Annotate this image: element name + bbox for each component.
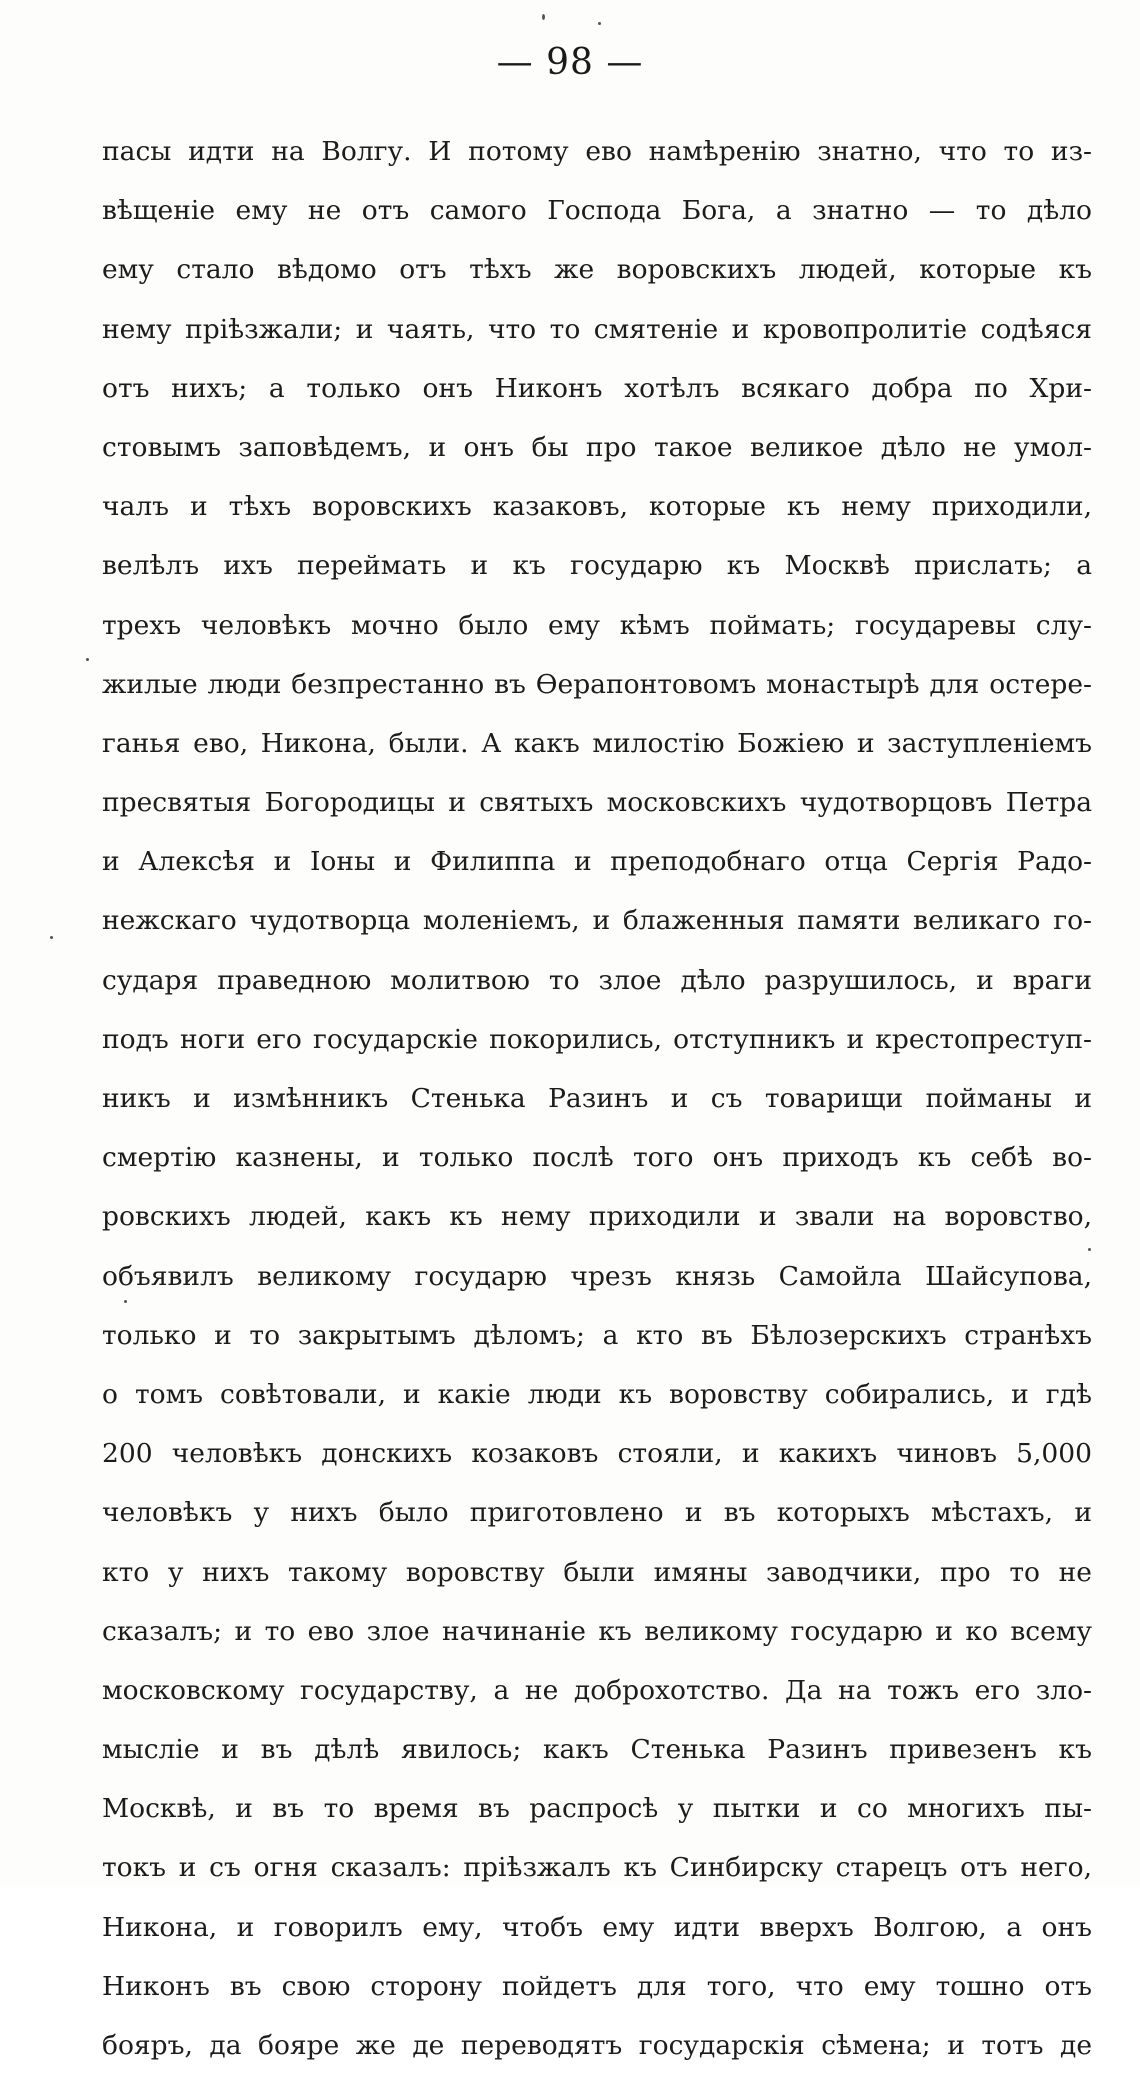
ink-speck (598, 22, 601, 25)
text-line: чалъ и тѣхъ воровскихъ казаковъ, которые къ нему приходили, (102, 491, 1092, 523)
text-line: кто у нихъ такому воровству были имяны заводчики, про то не (102, 1556, 1092, 1588)
text-line: человѣкъ у нихъ было приготовлено и въ которыхъ мѣстахъ, и (102, 1497, 1092, 1529)
text-line: и Алексѣя и Іоны и Филиппа и преподобнаго отца Сергія Радо- (102, 846, 1092, 878)
text-line: сударя праведною молитвою то злое дѣло разрушилось, и враги (102, 964, 1092, 996)
ink-speck (50, 936, 53, 939)
text-line: ровскихъ людей, какъ къ нему приходили и звали на воровство, (102, 1201, 1092, 1233)
text-line: о томъ совѣтовали, и какіе люди къ воровству собирались, и гдѣ (102, 1378, 1092, 1410)
text-line: сказалъ; и то ево злое начинаніе къ великому государю и ко всему (102, 1615, 1092, 1647)
text-line: бояръ, да бояре же де переводятъ государскія сѣмена; и тотъ де (102, 2030, 1092, 2061)
text-line: Никонъ въ свою сторону пойдетъ для того, что ему тошно отъ (102, 1970, 1092, 2002)
text-line: токъ и съ огня сказалъ: пріѣзжалъ къ Синбирску старецъ отъ него, (102, 1852, 1092, 1884)
body-text (102, 122, 1092, 2075)
ink-speck (86, 658, 89, 661)
text-line: Москвѣ, и въ то время въ распросѣ у пытки и со многихъ пы- (102, 1793, 1092, 1825)
text-line: ему стало вѣдомо отъ тѣхъ же воровскихъ людей, которые къ (102, 254, 1092, 286)
text-line: 200 человѣкъ донскихъ козаковъ стояли, и какихъ чиновъ 5,000 (102, 1438, 1092, 1470)
text-line: пресвятыя Богородицы и святыхъ московскихъ чудотворцовъ Петра (102, 787, 1092, 819)
text-line: нему пріѣзжали; и чаять, что то смятеніе и кровопролитіе содѣяся (102, 313, 1092, 345)
text-line: жилые люди безпрестанно въ Ѳерапонтовомъ монастырѣ для остере- (102, 668, 1092, 700)
text-line: стовымъ заповѣдемъ, и онъ бы про такое великое дѣло не умол- (102, 431, 1092, 463)
text-line: Никона, и говорилъ ему, чтобъ ему идти вверхъ Волгою, а онъ (102, 1911, 1092, 1943)
page-number: — 98 — (496, 42, 644, 83)
text-line: вѣщеніе ему не отъ самого Господа Бога, а знатно — то дѣло (102, 195, 1092, 227)
text-line: велѣлъ ихъ переймать и къ государю къ Москвѣ прислать; а (102, 550, 1092, 582)
text-line: нежскаго чудотворца моленіемъ, и блаженныя памяти великаго го- (102, 905, 1092, 937)
text-line: подъ ноги его государскіе покорились, отступникъ и крестопреступ- (102, 1023, 1092, 1055)
text-line: пасы идти на Волгу. И потому ево намѣренію знатно, что то из- (102, 136, 1092, 167)
text-line: ганья ево, Никона, были. А какъ милостію Божіею и заступленіемъ (102, 727, 1092, 759)
text-line: мысліе и въ дѣлѣ явилось; какъ Стенька Разинъ привезенъ къ (102, 1734, 1092, 1766)
text-line: трехъ человѣкъ мочно было ему кѣмъ поймать; государевы слу- (102, 609, 1092, 641)
text-line: только и то закрытымъ дѣломъ; а кто въ Бѣлозерскихъ странѣхъ (102, 1319, 1092, 1351)
text-line: московскому государству, а не доброхотство. Да на тожъ его зло- (102, 1674, 1092, 1706)
text-line: смертію казнены, и только послѣ того онъ приходъ къ себѣ во- (102, 1142, 1092, 1174)
text-line: объявилъ великому государю чрезъ князь Самойла Шайсупова, (102, 1260, 1092, 1292)
ink-speck (542, 14, 545, 20)
text-line: никъ и измѣнникъ Стенька Разинъ и съ товарищи пойманы и (102, 1083, 1092, 1114)
text-line: отъ нихъ; а только онъ Никонъ хотѣлъ всякаго добра по Хри- (102, 372, 1092, 404)
